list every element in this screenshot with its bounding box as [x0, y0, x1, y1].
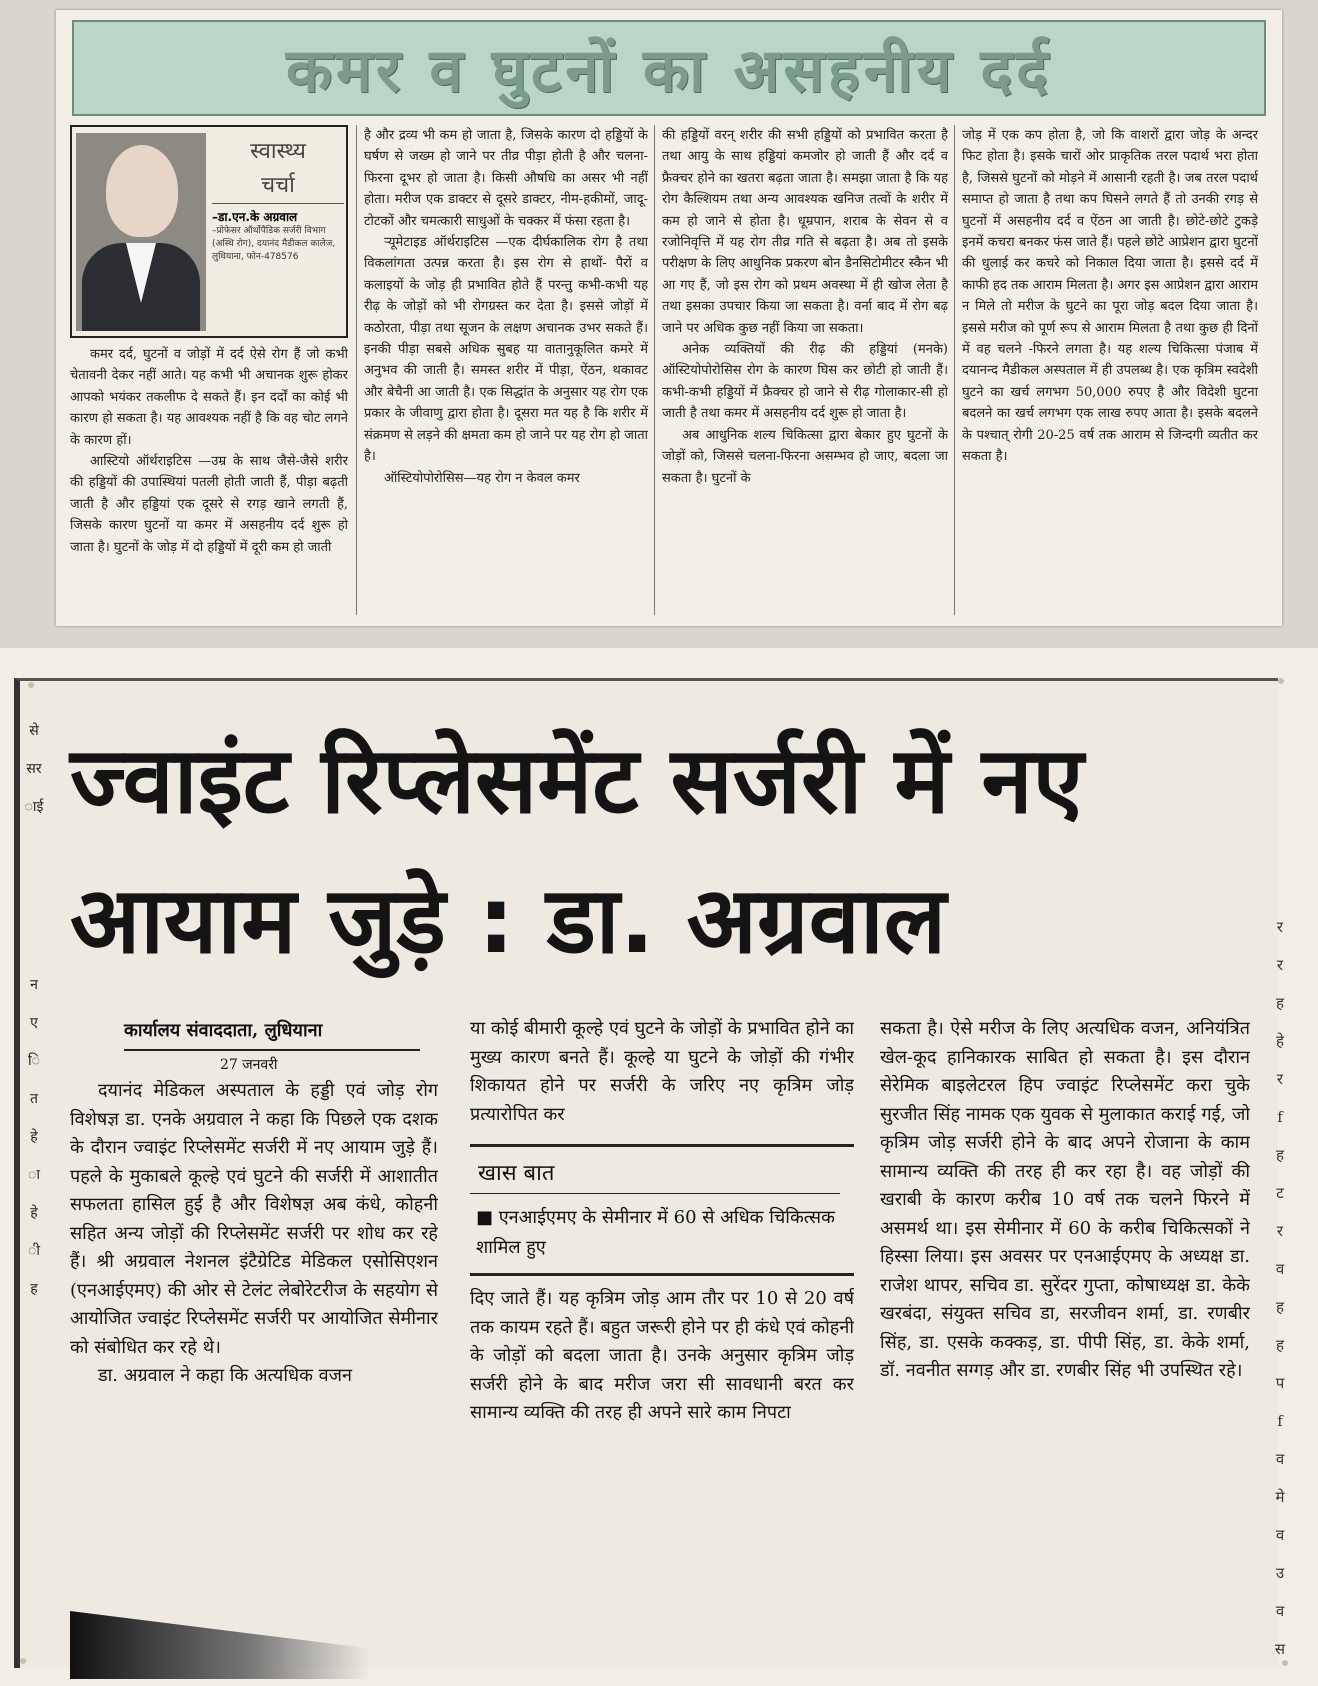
paragraph: अनेक व्यक्तियों की रीढ़ की हड्डियां (मनके) ऑस्टियोपोरोसिस रोग के कारण घिस कर छोटी हो जाती हैं। कभी-कभी हड्डियों में फ्रैक्चर हो जाने से रीढ़ गोलाकार-सी हो जाती है तथा कमर में असहनीय दर्द शुरू हो जाता है।	[662, 342, 948, 422]
dateline: 27 जनवरी	[220, 1057, 278, 1073]
news-column-2-top: या कोई बीमारी कूल्हे एवं घुटने के जोड़ों के प्रभावित होने का मुख्य कारण बनते हैं। कूल्हे या घुटने के जोड़ों की गंभीर शिकायत होने पर सर्जरी के जरिए नए कृत्रिम जोड़ प्रत्यारोपित कर	[470, 1018, 854, 1125]
column-kicker-2: चर्चा	[212, 169, 344, 204]
paragraph: कमर दर्द, घुटनों व जोड़ों में दर्द ऐसे रोग हैं जो कभी चेतावनी देकर नहीं आते। यह कभी भी अचानक शुरू होकर आपको भयंकर तकलीफ दे सकते हैं। इन दर्दों का कोई भी कारण हो सकता है। यह आवश्यक नहीं है कि वह चोट लगने के कारण हों।	[70, 347, 348, 448]
byline: कार्यालय संवाददाता, लुधियाना	[124, 1020, 323, 1041]
author-box	[70, 125, 348, 338]
paragraph: जोड़ में एक कप होता है, जो कि वाशरों द्वारा जोड़ के अन्दर फिट होता है। इसके चारों ओर प्राकृतिक तरल पदार्थ भरा होता है, जिससे घुटनों को मोड़ने में आसानी रहती है। जब तरल पदार्थ समाप्त हो जाता है तथा कप घिसने लगते हैं तो उनकी रगड़ से घुटनों में असहनीय दर्द व ऐंठन आ जाती है। छोटे-छोटे टुकड़े इनमें कचरा बनकर फंस जाते हैं। पहले छोटे आप्रेशन द्वारा घुटनों की धुलाई कर कचरे को निकाल दिया जाता है। इससे दर्द में काफी हद तक आराम मिलता है। अगर इस आप्रेशन द्वारा आराम न मिले तो मरीज के घुटने का पूरा जोड़ बदल दिया जाता है। इससे मरीज को पूर्ण रूप से आराम मिलता है तथा कुछ ही दिनों में वह चलने -फिरने लगता है। यह शल्य चिकित्सा पंजाब में दयानन्द मैडीकल अस्पताल में ही उपलब्ध है। एक कृत्रिम स्वदेशी घुटने का खर्च लगभग 50,000 रुपए है और विदेशी घुटना बदलने का खर्च लगभग एक लाख रुपए आता है। इसके बदलने के पश्चात् रोगी 20-25 वर्ष तक आराम से जिन्दगी व्यतीत कर सकता है।	[962, 128, 1258, 465]
author-photo	[76, 133, 206, 331]
author-info	[212, 135, 344, 264]
paragraph: है और द्रव्य भी कम हो जाता है, जिसके कारण दो हड्डियों के घर्षण से जख्म हो जाने पर तीव्र पीड़ा होती है और चलना-फिरना दूभर हो जाता है। किसी औषधि का असर भी नहीं होता। मरीज एक डाक्टर से दूसरे डाक्टर, नीम-हकीमों, जादू-टोटकों और चमत्कारी साधुओं के चक्कर में फंसा रहता है।	[364, 128, 648, 229]
paragraph: आस्टियो ऑर्थराइटिस —उम्र के साथ जैसे-जैसे शरीर की हड्डियों की उपास्थियां पतली होती जाती हैं, पीड़ा बढ़ती जाती है और हड्डियां एक दूसरे से रगड़ खाने लगती हैं, जिसके कारण घुटनों या कमर में असहनीय दर्द शुरू हो जाता है। घुटनों के जोड़ में दो हड्डियों में दूरी कम हो जाती	[70, 454, 348, 555]
article-column-2	[364, 125, 648, 620]
article-column-3	[662, 125, 948, 620]
paragraph: दयानंद मेडिकल अस्पताल के हड्डी एवं जोड़ रोग विशेषज्ञ डा. एनके अग्रवाल ने कहा कि पिछले एक दशक के दौरान ज्वाइंट रिप्लेसमेंट सर्जरी में नए आयाम जुड़े हैं। पहले के मुकाबले कूल्हे एवं घुटने की सर्जरी में आशातीत सफलता हासिल हुई है और विशेषज्ञ अब कंधे, कोहनी सहित अन्य जोड़ों की रिप्लेसमेंट सर्जरी पर शोध कर रहे हैं। श्री अग्रवाल नेशनल इंटैग्रेटिड मेडिकल एसोसिएशन (एनआईएमए) की ओर से टेलंट लेबोरेटरीज के सहयोग से आयोजित ज्वाइंट रिप्लेसमेंट सर्जरी पर आयोजित सेमीनार को संबोधित कर रहे थे।	[70, 1080, 438, 1358]
paragraph: डा. अग्रवाल ने कहा कि अत्यधिक वजन	[98, 1365, 352, 1386]
paragraph: अब आधुनिक शल्य चिकित्सा द्वारा बेकार हुए घुटनों के जोड़ों को, जिससे चलना-फिरना असम्भव हो जाए, बदला जा सकता है। घुटनों के	[662, 427, 948, 486]
banner	[72, 20, 1266, 116]
news-column-3: सकता है। ऐसे मरीज के लिए अत्यधिक वजन, अनियंत्रित खेल-कूद हानिकारक साबित हो सकता है। इस दौरान सेरेमिक बाइलेटरल हिप ज्वाइंट रिप्लेसमेंट करा चुके सुरजीत सिंह नामक एक युवक से मुलाकात कराई गई, जो कृत्रिम जोड़ सर्जरी होने के बाद अपने रोजाना के काम सामान्य व्यक्ति की तरह ही कर रहा है। वह जोड़ों की खराबी के कारण करीब 10 वर्ष तक चलने फिरने में असमर्थ था। इस सेमीनार में 60 के करीब चिकित्सकों ने हिस्सा लिया। इस अवसर पर एनआईएमए के अध्यक्ष डा. राजेश थापर, सचिव डा. सुरेंदर गुप्ता, कोषाध्यक्ष डा. केके खरबंदा, संयुक्त सचिव डा, सरजीवन शर्मा, डा. रणबीर सिंह, डा. एसके कक्कड़, डा. पीपी सिंह, डा. केके शर्मा, डॉ. नवनीत सग्गड़ और डा. रणबीर सिंह भी उपस्थित रहे।	[880, 1018, 1250, 1381]
clipping-bottom	[0, 648, 1318, 1686]
author-affiliation: –प्रोफेसर ऑर्थोपैडिक सर्जरी विभाग (अस्थि रोग), दयानंद मैडीकल कालेज, लुधियाना, फोन-478576	[212, 226, 336, 262]
highlight-title: खास बात	[478, 1161, 555, 1186]
paragraph: ऑस्टियोपोरोसिस—यह रोग न केवल कमर	[384, 470, 580, 486]
article-column-1	[70, 344, 348, 620]
author-name: –डा.एन.के अग्रवाल	[212, 210, 298, 224]
headline-line-2: आयाम जुड़े : डा. अग्रवाल	[70, 867, 947, 974]
paragraph: र्‍यूमेटाइड ऑर्थराइटिस —एक दीर्घकालिक रोग है तथा विकलांगता उत्पन्न करता है। इस रोग से हाथों- पैरों व कलाइयों के जोड़ ही प्रभावित होते हैं परन्तु कभी-कभी यह रीढ़ के जोड़ों को भी रोगग्रस्त कर देता है। इससे जोड़ों में कठोरता, पीड़ा तथा सूजन के लक्षण अचानक उभर सकते हैं। इनकी पीड़ा सबसे अधिक सुबह या वातानुकूलित कमरे में अनुभव की जाती है। समस्त शरीर में पीड़ा, ऐंठन, थकावट और बेचैनी आ जाती है। एक सिद्धांत के अनुसार यह रोग एक प्रकार के जीवाणु द्वारा होता है। दूसरा मत यह है कि शरीर में संक्रमण से लड़ने की क्षमता कम हो जाने पर यह रोग हो जाता है।	[364, 235, 648, 465]
article-column-4	[962, 125, 1258, 620]
left-edge-fragments: से सर ाई न ए ि त हे ा हे ी ह	[24, 723, 44, 1297]
news-column-2-bottom: दिए जाते हैं। यह कृत्रिम जोड़ आम तौर पर 10 से 20 वर्ष तक कायम रहते हैं। बहुत जरूरी होने पर ही कंधे एवं कोहनी के जोड़ों को बदला जाता है। उनके अनुसार कृत्रिम जोड़ सर्जरी होने के बाद मरीज जरा सी सावधानी बरत कर सामान्य व्यक्ति की तरह ही अपने सारे काम निपटा	[470, 1288, 854, 1423]
right-edge-fragments: र र ह हे र f ह ट र व ह ह प f व मे व उ व स	[1274, 918, 1286, 1658]
clipping-top	[56, 10, 1282, 626]
news-paper	[14, 678, 1278, 1668]
paragraph: की हड्डियों वरन् शरीर की सभी हड्डियों को प्रभावित करता है तथा आयु के साथ हड्डियां कमजोर हो जाती हैं और दर्द व फ्रैक्चर होने का खतरा बढ़ता जाता है। समझा जाता है कि यह रोग कैल्शियम तथा अन्य आवश्यक खनिज तत्वों के शरीर में कम हो जाने से होता है। धूम्रपान, शराब के सेवन से व रजोनिवृत्ति में यह रोग तीव्र गति से बढ़ता है। अब तो इसके परीक्षण के लिए आधुनिक प्रकरण बोन डैनसिटोमीटर स्कैन भी आ गए हैं, जो इस रोग को प्रथम अवस्था में ही खोज लेता है तथा इसका उपचार किया जा सकता है। वर्ना बाद में रोग बढ़ जाने पर अधिक कुछ नहीं किया जा सकता।	[662, 128, 948, 336]
column-kicker: स्वास्थ्य	[250, 139, 306, 164]
news-column-1	[70, 1077, 438, 1611]
headline-line-1: ज्वाइंट रिप्लेसमेंट सर्जरी में नए	[70, 727, 1084, 834]
banner-title: कमर व घुटनों का असहनीय दर्द	[285, 36, 1053, 106]
highlight-item: ■ एनआईएमए के सेमीनार में 60 से अधिक चिकित्सक शामिल हुए	[476, 1207, 835, 1258]
